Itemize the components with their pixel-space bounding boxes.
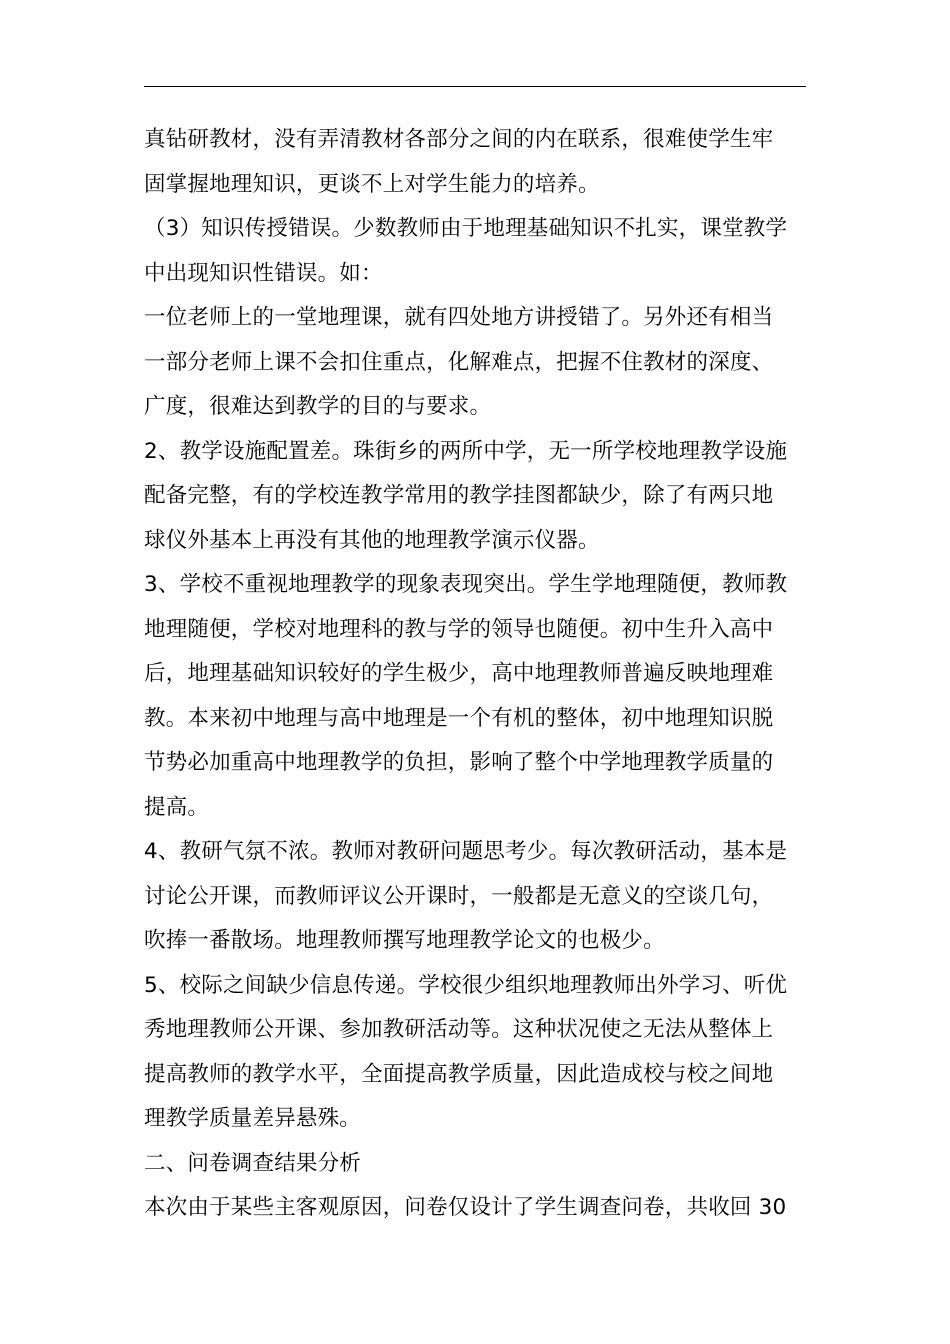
text-line: 5、校际之间缺少信息传递。学校很少组织地理教师出外学习、听优 <box>144 972 788 998</box>
text-line: （3）知识传授错误。少数教师由于地理基础知识不扎实，课堂教学 <box>144 216 788 241</box>
text-line: 地理随便，学校对地理科的教与学的领导也随便。初中生升入高中 <box>144 616 774 642</box>
section-heading: 二、问卷调查结果分析 <box>144 1150 362 1176</box>
text-line: 配备完整，有的学校连教学常用的教学挂图都缺少，除了有两只地 <box>144 483 774 508</box>
text-line: 一位老师上的一堂地理课，就有四处地方讲授错了。另外还有相当 <box>144 305 774 330</box>
header-rule <box>144 86 806 87</box>
document-body <box>144 118 808 1231</box>
text-line: 中出现知识性错误。如： <box>144 260 383 286</box>
text-line: 教。本来初中地理与高中地理是一个有机的整体，初中地理知识脱 <box>144 705 774 731</box>
text-line: 2、教学设施配置差。珠街乡的两所中学，无一所学校地理教学设施 <box>144 438 788 464</box>
text-line: 本次由于某些主客观原因，问卷仅设计了学生调查问卷，共收回 30 <box>144 1195 787 1220</box>
text-line: 讨论公开课，而教师评议公开课时，一般都是无意义的空谈几句， <box>144 883 774 909</box>
text-line: 秀地理教师公开课、参加教研活动等。这种状况使之无法从整体上 <box>144 1017 774 1042</box>
text-line: 球仪外基本上再没有其他的地理教学演示仪器。 <box>144 527 600 553</box>
text-line: 一部分老师上课不会扣住重点，化解难点，把握不住教材的深度、 <box>144 349 774 375</box>
text-line: 提高。 <box>144 794 210 820</box>
text-line: 提高教师的教学水平，全面提高教学质量，因此造成校与校之间地 <box>144 1061 774 1087</box>
text-line: 固掌握地理知识，更谈不上对学生能力的培养。 <box>144 171 600 197</box>
text-line: 广度，很难达到教学的目的与要求。 <box>144 394 492 419</box>
text-line: 真钻研教材，没有弄清教材各部分之间的内在联系，很难使学生牢 <box>144 127 774 152</box>
text-line: 3、学校不重视地理教学的现象表现突出。学生学地理随便，教师教 <box>144 572 788 597</box>
text-line: 4、教研气氛不浓。教师对教研问题思考少。每次教研活动，基本是 <box>144 839 788 864</box>
text-line: 理教学质量差异悬殊。 <box>144 1106 362 1131</box>
text-line: 节势必加重高中地理教学的负担，影响了整个中学地理教学质量的 <box>144 750 774 775</box>
text-line: 吹捧一番散场。地理教师撰写地理教学论文的也极少。 <box>144 928 665 953</box>
text-line: 后，地理基础知识较好的学生极少，高中地理教师普遍反映地理难 <box>144 661 774 686</box>
